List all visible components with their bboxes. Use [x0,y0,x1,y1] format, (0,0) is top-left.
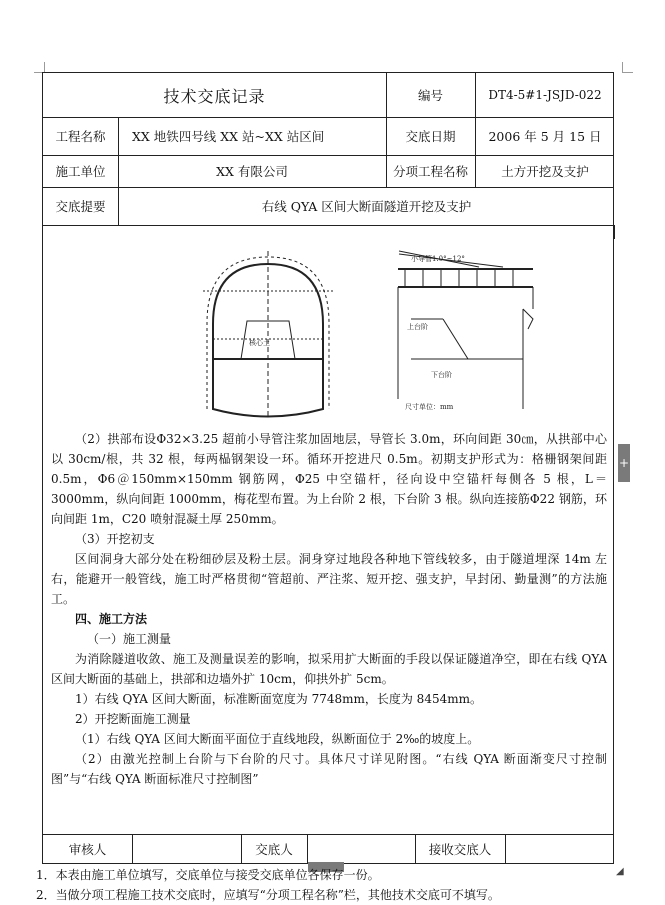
unit-note: 尺寸单位：mm [405,403,454,411]
discloser-label: 交底人 [255,841,293,857]
cross-section-drawing [203,251,333,417]
expand-side-tab[interactable]: + [618,444,630,482]
project-value: XX 地铁四号线 XX 站~XX 站区间 [132,129,325,144]
paragraph-alignment: （1）右线 QYA 区间大断面平面位于直线地段，纵断面位于 2‰的坡度上。 [75,732,480,746]
text-cursor [613,225,615,239]
paragraph-arch-pipes: （2）拱部布设Φ32×3.25 超前小导管注浆加固地层，导管长 3.0m，环向间距 30㎝，从拱部中心以 30cm/根，共 32 根，每两榀钢架设一环。循环开挖进尺 0.5m。初期支护形式为：格栅钢架间距 0.5m，Φ6＠150mm×150mm 钢筋网，Φ25 中空锚杆，径向设中空锚杆每侧各 5 根，L＝3000mm，纵向间距 1000mm，梅花型布置。为上台阶 2 根，下台阶 3 根。纵向连接筋Φ22 钢筋，环向间距 1m，C20 喷射混凝土厚 250mm。 [51,432,607,526]
paragraph-strata: 区间洞身大部分处在粉细砂层及粉土层。洞身穿过地段各种地下管线较多，由于隧道埋深 14m 左右，能避开一般管线，施工时严格贯彻“管超前、严注浆、短开挖、强支护，早封闭、勤量测”的方法施工。 [51,552,607,606]
crop-mark-top-right [622,62,633,73]
project-label: 工程名称 [55,129,106,144]
number-value: DT4-5#1-JSJD-022 [488,88,602,102]
paragraph-laser-control: （2）由激光控制上台阶与下台阶的尺寸。具体尺寸详见附图。“右线 QYA 断面渐变尺寸控制图”与“右线 QYA 断面标准尺寸控制图” [51,752,607,786]
receiver-label: 接收交底人 [428,841,492,857]
disclosure-form [42,72,614,864]
unit-value: XX 有限公司 [216,164,288,179]
resize-corner-icon[interactable]: ◢ [616,866,624,877]
lower-bench-label: 下台阶 [431,371,452,379]
tunnel-section-figure [143,249,563,419]
signoff-divider-3 [307,834,308,863]
reviewer-label: 审核人 [68,841,107,857]
paragraph-survey-desc: 为消除隧道收敛、施工及测量误差的影响，拟采用扩大断面的手段以保证隧道净空，即在右线 QYA 区间大断面的基础上，拱部和边墙外扩 10cm，仰拱外扩 5cm。 [51,652,607,686]
pipe-label: 小导管1.0°~12° [411,255,465,263]
subproject-value: 土方开挖及支护 [501,164,589,179]
paragraph-excavation-title: （3）开挖初支 [75,532,155,546]
paragraph-section-survey: 2）开挖断面施工测量 [75,712,191,726]
subproject-label: 分项工程名称 [392,164,468,179]
note-2: 2．当做分项工程施工技术交底时，应填写“分项工程名称”栏，其他技术交底可不填写。 [36,888,500,902]
body-content [51,429,607,789]
section-heading-methods: 四、施工方法 [75,612,148,626]
unit-label: 施工单位 [55,164,106,179]
note-1: 1．本表由施工单位填写，交底单位与接受交底单位各保存一份。 [36,868,380,882]
signoff-divider-5 [505,834,506,863]
date-label: 交底日期 [405,129,456,144]
number-label: 编号 [417,88,443,103]
summary-label: 交底提要 [55,199,106,214]
upper-bench-label: 上台阶 [407,323,428,331]
paragraph-survey-title: （一）施工测量 [87,632,172,646]
form-title: 技术交底记录 [163,86,266,106]
form-notes [36,865,500,905]
signoff-divider-1 [132,834,133,863]
paragraph-standard-section: 1）右线 QYA 区间大断面，标准断面宽度为 7748mm，长度为 8454mm。 [75,692,482,706]
date-value: 2006 年 5 月 15 日 [488,129,602,144]
summary-value: 右线 QYA 区间大断面隧道开挖及支护 [261,199,472,214]
core-soil-label: 核心土 [249,339,270,347]
